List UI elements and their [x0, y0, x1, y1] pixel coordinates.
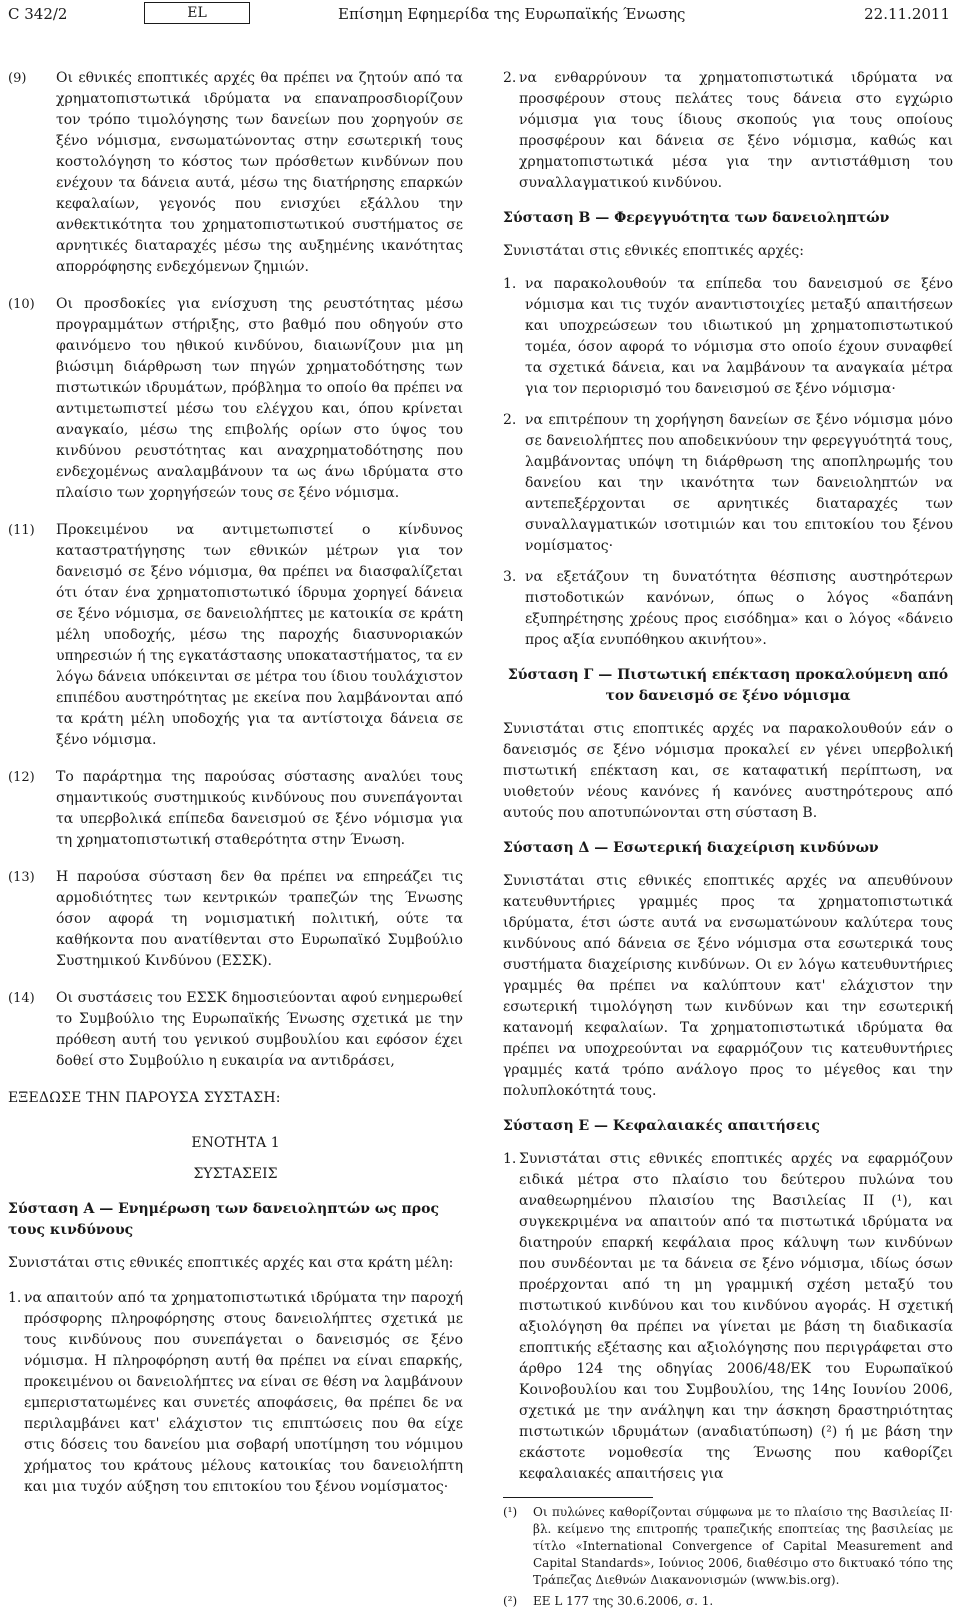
section-title: ΕΝΟΤΗΤΑ 1 — [191, 1135, 280, 1151]
item-text: να επιτρέπουν τη χορήγηση δανείων σε ξένο νόμισμα μόνο σε δανειολήπτες που αποδεικνύουν την φερεγγυότητά τους, λαμβάνοντας υπόψη τη διάρθρωση της αποπληρωμής του δανείου και την ικανότητα των δανειοληπτών να αντεπεξέρχονται σε αρνητικές διαταραχές των συναλλαγματικών ισοτιμιών και του επιτοκίου του ξένου νομίσματος· — [525, 412, 953, 554]
recital-text: Προκειμένου να αντιμετωπιστεί ο κίνδυνος καταστρατήγησης των εθνικών μέτρων για τον δανεισμό σε ξένο νόμισμα, θα πρέπει να διασφαλίζεται ότι όταν ένα χρηματοπιστωτικό ίδρυμα χορηγεί δάνεια σε ξένο νόμισμα, σε δανειολήπτες με κατοικία σε κράτη μέλη υποδοχής, μέσω της παροχής διασυνοριακών υπηρεσιών ή της εγκατάστασης υποκαταστήματος, τα εν λόγω δάνεια υπόκεινται σε μέτρα του ίδιου τουλάχιστον επιπέδου αυστηρότητας με εκείνα που λαμβάνονται από τα κράτη μέλη υποδοχής για τα αντίστοιχα δάνεια σε ξένο νόμισμα. — [56, 522, 463, 748]
footnotes-divider — [503, 1497, 653, 1504]
footnote-text: ΕΕ L 177 της 30.6.2006, σ. 1. — [533, 1594, 714, 1608]
recommendation-b-title: Σύσταση Β — Φερεγγυότητα των δανειοληπτών — [503, 210, 890, 226]
recommendation-c-text: Συνιστάται στις εποπτικές αρχές να παρακολουθούν εάν ο δανεισμός σε ξένο νόμισμα προκαλεί εν γένει υπερβολική πιστωτική επέκταση και, σε καταφατική περίπτωση, να υιοθετούν νέους κανόνες ή κανόνες αυστηρότερους από αυτούς που αποτυπώνονται στη σύσταση Β. — [503, 721, 953, 821]
item-number: 2. — [503, 70, 517, 86]
recital-text: Η παρούσα σύσταση δεν θα πρέπει να επηρεάζει τις αρμοδιότητες των κεντρικών τραπεζών της Ένωσης όσον αφορά τη νομισματική πολιτική, ούτε τα καθήκοντα που ανατίθενται στο Ευρωπαϊκό Συμβούλιο Συστημικού Κινδύνου (ΕΣΣΚ). — [56, 869, 463, 969]
recommendation-b-item — [503, 410, 953, 557]
item-number: 1. — [503, 1151, 517, 1167]
recital-item — [8, 867, 463, 972]
recital-number: (14) — [8, 991, 35, 1006]
page-reference: C 342/2 — [8, 5, 68, 23]
recital-text: Το παράρτημα της παρούσας σύστασης αναλύει τους σημαντικούς συστημικούς κινδύνους που συνεπάγονται τα υπερβολικά επίπεδα δανεισμού σε ξένο νόμισμα για τη χρηματοπιστωτική σταθερότητα στην Ένωση. — [56, 769, 463, 848]
item-text: να εξετάζουν τη δυνατότητα θέσπισης αυστηρότερων πιστοδοτικών κανόνων, όπως ο λόγος «δαπάνη εξυπηρέτησης χρέους προς εισόδημα» και ο λόγος «δάνειο προς αξία ενυπόθηκου ακινήτου». — [525, 569, 953, 648]
page-header — [8, 0, 952, 28]
recommendation-e-item — [503, 1149, 953, 1485]
recital-number: (10) — [8, 297, 35, 312]
item-number: 3. — [503, 569, 517, 585]
recital-item — [8, 767, 463, 851]
recital-number: (9) — [8, 71, 27, 86]
recital-item — [8, 520, 463, 751]
item-number: 1. — [503, 276, 517, 292]
footnote-number: (¹) — [503, 1505, 518, 1519]
recommendation-a-title: Σύσταση Α — Ενημέρωση των δανειοληπτών ως προς τους κινδύνους — [8, 1201, 439, 1238]
footnote-number: (²) — [503, 1594, 518, 1608]
item-text: να απαιτούν από τα χρηματοπιστωτικά ιδρύματα την παροχή πρόσφορης πληροφόρησης στους δανειολήπτες σχετικά με τους κινδύνους που συνεπάγεται ο δανεισμός σε ξένο νόμισμα. Η πληροφόρηση αυτή θα πρέπει να είναι επαρκής, προκειμένου οι δανειολήπτες να είναι σε θέση να λαμβάνουν εμπεριστατωμένες και συνετές αποφάσεις, θα πρέπει δε να περιλαμβάνει κατ' ελάχιστον τις επιπτώσεις που θα είχε στις δόσεις του δανείου μια σοβαρή υποτίμηση του νόμιμου χρήματος του κράτους μέλους κατοικίας του δανειολήπτη και μια τυχόν αύξηση του επιτοκίου του ξένου νομίσματος· — [24, 1290, 463, 1495]
section-subtitle: ΣΥΣΤΑΣΕΙΣ — [193, 1166, 278, 1182]
recital-text: Οι προσδοκίες για ενίσχυση της ρευστότητας μέσω προγραμμάτων στήριξης, στο βαθμό που οδηγούν στο φαινόμενο του ηθικού κινδύνου, διαιωνίζουν μια μη βιώσιμη διάρθρωση των πηγών χρηματοδότησης των πιστωτικών ιδρυμάτων, πρόβλημα το οποίο θα πρέπει να αντιμετωπιστεί μέσω του ελέγχου και, όπου κρίνεται αναγκαίο, μέσω της επιβολής ορίων στο ύψος του κινδύνου ρευστότητας και αναχρηματοδότησης που ενδεχομένως αναλαμβάνουν τα ως άνω ιδρύματα στο πλαίσιο των χορηγήσεών τους σε ξένο νόμισμα. — [56, 296, 463, 501]
adoption-statement: ΕΞΕΔΩΣΕ ΤΗΝ ΠΑΡΟΥΣΑ ΣΥΣΤΑΣΗ: — [8, 1090, 281, 1106]
right-column — [503, 68, 953, 1614]
recommendation-c-title: Σύσταση Γ — Πιστωτική επέκταση προκαλούμενη από τον δανεισμό σε ξένο νόμισμα — [507, 667, 949, 704]
recital-text: Οι συστάσεις του ΕΣΣΚ δημοσιεύονται αφού ενημερωθεί το Συμβούλιο της Ευρωπαϊκής Ένωσης σχετικά με την πρόθεση αυτή του γενικού συμβουλίου και εφόσον έχει δοθεί στο Συμβούλιο η ευκαιρία να αντιδράσει, — [56, 990, 463, 1069]
recital-text: Οι εθνικές εποπτικές αρχές θα πρέπει να ζητούν από τα χρηματοπιστωτικά ιδρύματα να επαναπροσδιορίζουν τον τρόπο τιμολόγησης των δανείων που χορηγούν σε ξένο νόμισμα, ενσωματώνοντας στην εσωτερική τους κοστολόγηση το κόστος των πρόσθετων κινδύνων που ενέχουν τα δάνεια αυτά, μέσω της διατήρησης επαρκών κεφαλαίων, γεγονός που ενισχύει εξάλλου την ανθεκτικότητα του χρηματοπιστωτικού συστήματος σε αρνητικές διαταραχές μέσω της αυξημένης ικανότητας απορρόφησης ενδεχόμενων ζημιών. — [56, 70, 463, 275]
item-text: Συνιστάται στις εθνικές εποπτικές αρχές να εφαρμόζουν ειδικά μέτρα στο πλαίσιο του δεύτερου πυλώνα του αναθεωρημένου πλαισίου της Βασιλείας ΙΙ (¹), και συγκεκριμένα να απαιτούν από τα πιστωτικά ιδρύματα να διατηρούν επαρκή κεφάλαια προς κάλυψη των κινδύνων που συνδέονται με τα δάνεια σε ξένο νόμισμα, ιδίως όσων προέρχονται από τη μη γραμμική σχέση μεταξύ του πιστωτικού κινδύνου και του κινδύνου αγοράς. Η σχετική αξιολόγηση θα πρέπει να γίνεται με βάση τη διαδικασία εποπτικής εξέτασης και αξιολόγησης που περιγράφεται στο άρθρο 124 της οδηγίας 2006/48/ΕΚ του Ευρωπαϊκού Κοινοβουλίου και του Συμβουλίου, της 14ης Ιουνίου 2006, σχετικά με την ανάληψη και την άσκηση δραστηριότητας πιστωτικών ιδρυμάτων (αναδιατύπωση) (²) ή με βάση την εκάστοτε νομοθεσία της Ένωσης που καθορίζει κεφαλαιακές απαιτήσεις για — [519, 1151, 953, 1482]
journal-title: Επίσημη Εφημερίδα της Ευρωπαϊκής Ένωσης — [338, 5, 686, 23]
item-text: να ενθαρρύνουν τα χρηματοπιστωτικά ιδρύματα να προσφέρουν στους πελάτες τους δάνεια στο εγχώριο νόμισμα για τους ίδιους σκοπούς για τους οποίους προσφέρουν και δάνεια σε ξένο νόμισμα, καθώς και χρηματοπιστωτικά μέσα για την αντιστάθμιση του συναλλαγματικού κινδύνου. — [519, 70, 953, 191]
footnote — [503, 1504, 953, 1589]
language-badge: EL — [144, 2, 250, 24]
recommendation-a-item — [8, 1288, 463, 1498]
recital-number: (12) — [8, 770, 35, 785]
item-number: 2. — [503, 412, 517, 428]
publication-date: 22.11.2011 — [864, 5, 950, 23]
recital-item — [8, 68, 463, 278]
recommendation-b-item — [503, 274, 953, 400]
recommendation-a-item — [503, 68, 953, 194]
recommendation-b-item — [503, 567, 953, 651]
item-text: να παρακολουθούν τα επίπεδα του δανεισμού σε ξένο νόμισμα και τις τυχόν αναντιστοιχίες μεταξύ απαιτήσεων και υποχρεώσεων του ιδιωτικού μη χρηματοπιστωτικού τομέα, όσον αφορά το νόμισμα στο οποίο έχουν συναφθεί τα σχετικά δάνεια, και να λαμβάνουν τα αναγκαία μέτρα για τον περιορισμό του δανεισμού σε ξένο νόμισμα· — [525, 276, 953, 397]
recital-number: (11) — [8, 523, 35, 538]
recital-number: (13) — [8, 870, 35, 885]
footnote — [503, 1593, 953, 1610]
left-column — [8, 68, 463, 1508]
footnote-text: Οι πυλώνες καθορίζονται σύμφωνα με το πλαίσιο της Βασιλείας ΙΙ· βλ. κείμενο της επιτροπής τραπεζικής εποπτείας της βασιλείας με τίτλο «International Convergence of Capital Measurement and Capital Standards», Ιούνιος 2006, διαθέσιμο στο δικτυακό τόπο της Τράπεζας Διεθνών Διακανονισμών (www.bis.org). — [533, 1505, 953, 1587]
recommendation-d-text: Συνιστάται στις εθνικές εποπτικές αρχές να απευθύνουν κατευθυντήριες γραμμές προς τα χρηματοπιστωτικά ιδρύματα, έτσι ώστε αυτά να ενσωματώνουν καλύτερα τους κινδύνους από δάνεια σε ξένο νόμισμα στα εσωτερικά τους συστήματα διαχείρισης κινδύνων. Οι εν λόγω κατευθυντήριες γραμμές θα πρέπει να καλύπτουν κατ' ελάχιστον την εσωτερική τιμολόγηση των κινδύνων και την εσωτερική κατανομή κεφαλαίων. Τα χρηματοπιστωτικά ιδρύματα θα πρέπει να υποχρεούνται να εφαρμόζουν τις κατευθυντήριες γραμμές κατά τρόπο ανάλογο προς το μέγεθος και την πολυπλοκότητά τους. — [503, 873, 953, 1099]
recommendation-e-title: Σύσταση Ε — Κεφαλαιακές απαιτήσεις — [503, 1118, 820, 1134]
recital-item — [8, 294, 463, 504]
recommendation-a-intro: Συνιστάται στις εθνικές εποπτικές αρχές και στα κράτη μέλη: — [8, 1255, 454, 1271]
recommendation-d-title: Σύσταση Δ — Εσωτερική διαχείριση κινδύνων — [503, 840, 879, 856]
recommendation-b-intro: Συνιστάται στις εθνικές εποπτικές αρχές: — [503, 243, 804, 259]
recital-item — [8, 988, 463, 1072]
item-number: 1. — [8, 1290, 22, 1306]
